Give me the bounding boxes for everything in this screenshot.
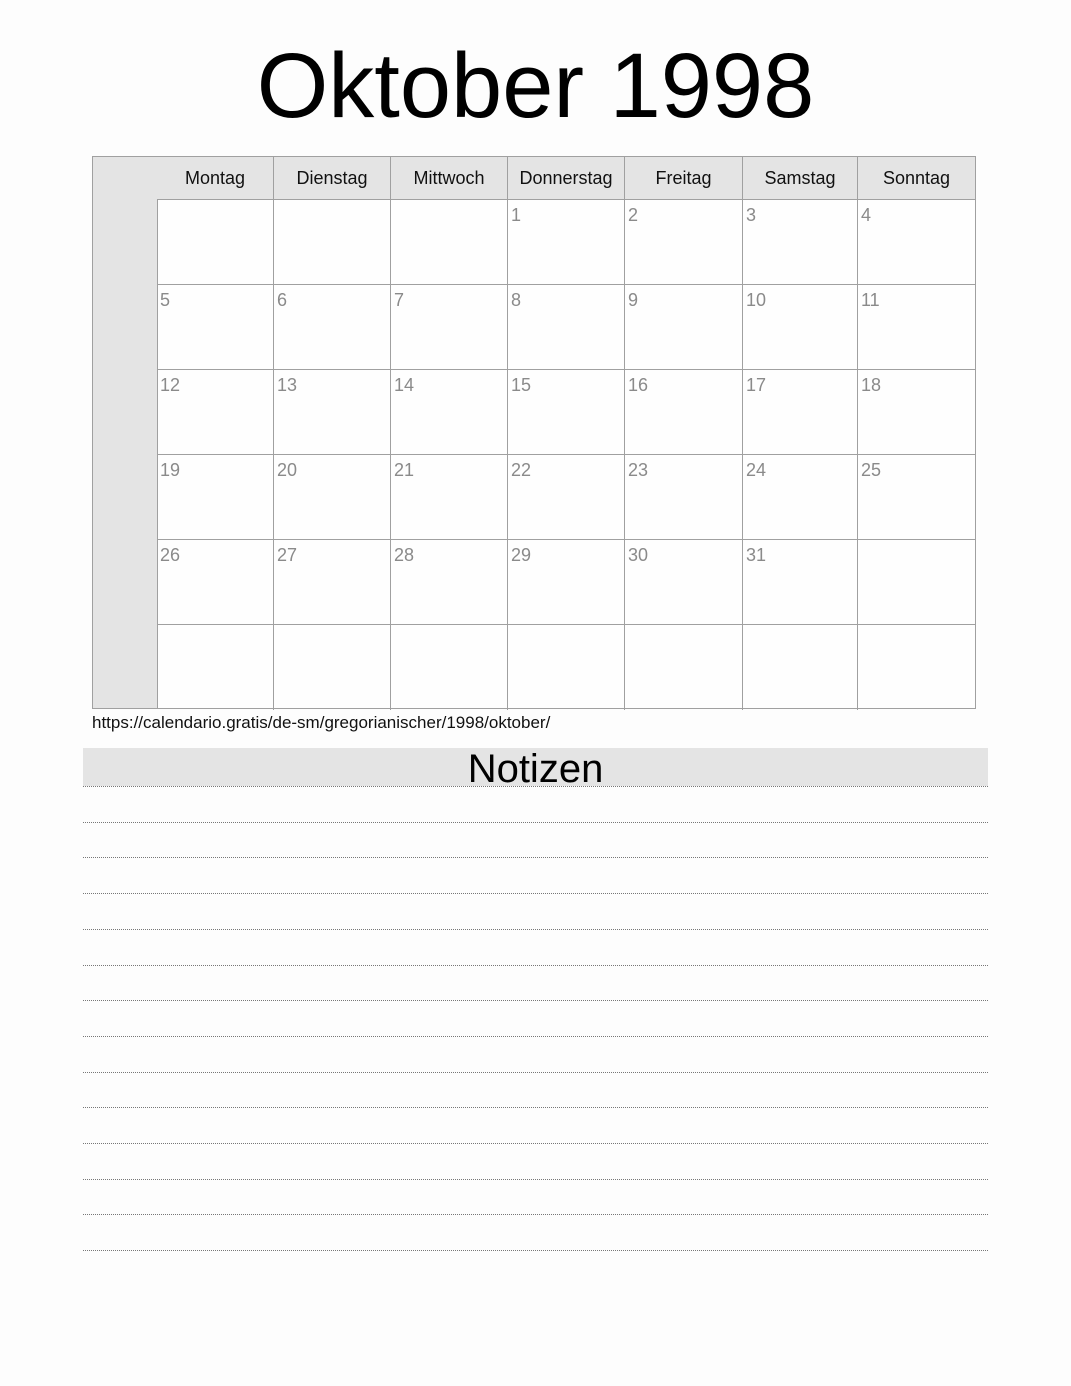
- day-cell: [858, 370, 975, 455]
- day-cell: [858, 285, 975, 370]
- day-cell: [625, 540, 743, 625]
- day-cell: [157, 200, 274, 285]
- day-cell: [157, 285, 274, 370]
- day-cell: [391, 370, 508, 455]
- day-cell: [391, 625, 508, 710]
- page-title: Oktober 1998: [256, 35, 815, 137]
- day-cell: [743, 455, 858, 540]
- day-cell: [625, 370, 743, 455]
- note-line: [83, 1072, 988, 1073]
- day-cell: [391, 285, 508, 370]
- note-line: [83, 857, 988, 858]
- day-number: 5: [160, 290, 171, 310]
- day-cell: [274, 200, 391, 285]
- note-line: [83, 1036, 988, 1037]
- day-cell: [157, 540, 274, 625]
- day-cell: [157, 455, 274, 540]
- day-cell: [157, 370, 274, 455]
- day-number: 1: [511, 205, 522, 225]
- day-number: 6: [277, 290, 288, 310]
- day-number: 15: [511, 375, 532, 395]
- day-cell: [743, 200, 858, 285]
- day-cell: [743, 370, 858, 455]
- day-number: 21: [394, 460, 415, 480]
- day-number: 7: [394, 290, 405, 310]
- note-line: [83, 786, 988, 787]
- day-number: 29: [511, 545, 532, 565]
- day-cell: [508, 200, 625, 285]
- day-cell: [508, 455, 625, 540]
- day-cell: [743, 625, 858, 710]
- day-cell: [743, 285, 858, 370]
- week-number-column: [93, 157, 158, 708]
- day-cell: [625, 455, 743, 540]
- weekday-header: Samstag: [743, 157, 858, 200]
- day-cell: [391, 200, 508, 285]
- day-number: 18: [861, 375, 882, 395]
- day-cell: [508, 625, 625, 710]
- day-number: 19: [160, 460, 181, 480]
- day-cell: [858, 540, 975, 625]
- day-cell: [274, 625, 391, 710]
- weekday-header: Donnerstag: [508, 157, 625, 200]
- note-line: [83, 1214, 988, 1215]
- day-number: 12: [160, 375, 181, 395]
- day-number: 3: [746, 205, 757, 225]
- day-number: 25: [861, 460, 882, 480]
- day-number: 16: [628, 375, 649, 395]
- weekday-header: Dienstag: [274, 157, 391, 200]
- day-cell: [391, 455, 508, 540]
- day-cell: [508, 370, 625, 455]
- day-number: 4: [861, 205, 872, 225]
- day-number: 13: [277, 375, 298, 395]
- note-line: [83, 1250, 988, 1251]
- day-number: 22: [511, 460, 532, 480]
- day-number: 27: [277, 545, 298, 565]
- day-cell: [274, 540, 391, 625]
- day-number: 31: [746, 545, 767, 565]
- note-line: [83, 1000, 988, 1001]
- day-number: 30: [628, 545, 649, 565]
- day-cell: [625, 285, 743, 370]
- note-line: [83, 1107, 988, 1108]
- day-number: 28: [394, 545, 415, 565]
- day-cell: [391, 540, 508, 625]
- day-number: 14: [394, 375, 415, 395]
- note-line: [83, 893, 988, 894]
- weekday-header: Sonntag: [858, 157, 975, 200]
- notes-heading: Notizen: [83, 748, 988, 786]
- day-number: 24: [746, 460, 767, 480]
- note-line: [83, 1179, 988, 1180]
- note-line: [83, 929, 988, 930]
- weekday-header: Montag: [157, 157, 274, 200]
- note-line: [83, 1143, 988, 1144]
- day-number: 17: [746, 375, 767, 395]
- day-cell: [858, 625, 975, 710]
- day-cell: [274, 455, 391, 540]
- day-cell: [743, 540, 858, 625]
- source-url: https://calendario.gratis/de-sm/gregorianischer/1998/oktober/: [92, 713, 551, 732]
- day-number: 8: [511, 290, 522, 310]
- calendar-days: [157, 157, 975, 708]
- day-number: 10: [746, 290, 767, 310]
- note-line: [83, 822, 988, 823]
- day-cell: [625, 200, 743, 285]
- calendar-grid: [92, 156, 976, 709]
- day-cell: [274, 285, 391, 370]
- day-number: 9: [628, 290, 639, 310]
- day-number: 2: [628, 205, 639, 225]
- weekday-header: Mittwoch: [391, 157, 508, 200]
- day-cell: [625, 625, 743, 710]
- day-number: 23: [628, 460, 649, 480]
- day-number: 20: [277, 460, 298, 480]
- day-cell: [274, 370, 391, 455]
- day-number: 11: [861, 290, 880, 310]
- day-cell: [858, 200, 975, 285]
- weekday-header: Freitag: [625, 157, 743, 200]
- day-cell: [858, 455, 975, 540]
- day-cell: [508, 540, 625, 625]
- day-number: 26: [160, 545, 181, 565]
- note-line: [83, 965, 988, 966]
- day-cell: [157, 625, 274, 710]
- day-cell: [508, 285, 625, 370]
